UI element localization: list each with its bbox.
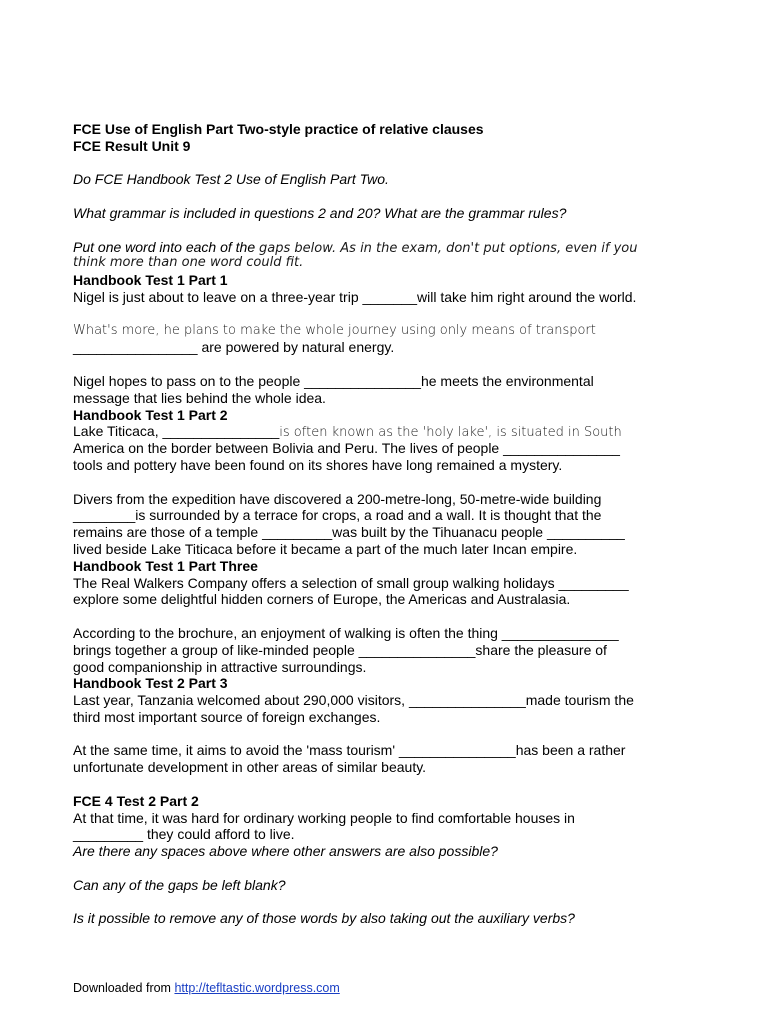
s2-paragraph-1-line-3: tools and pottery have been found on its shores have long remained a mystery. [73, 456, 563, 473]
s2-paragraph-2-line-2: ________is surrounded by a terrace for crops, a road and a wall. It is thought that the [73, 507, 602, 524]
instruction-line-4: think more than one word could fit. [73, 255, 304, 271]
s5-paragraph-1-line-2: _________ they could afford to live. [73, 826, 295, 843]
worksheet-subtitle: FCE Result Unit 9 [73, 137, 191, 154]
instruction-line-3 [73, 239, 703, 256]
section-title-handbook-test-1-part-2: Handbook Test 1 Part 2 [73, 406, 228, 423]
s4-paragraph-1-line-2: third most important source of foreign exchanges. [73, 708, 381, 725]
instruction-line-3-regular: Put one word into each of the [73, 238, 260, 255]
s1-paragraph-2-line-2: ________________ are powered by natural energy. [73, 339, 395, 356]
s3-paragraph-2-line-2: brings together a group of like-minded people _______________share the pleasure of [73, 641, 607, 658]
s2-paragraph-1-line-1-regular: Lake Titicaca, _______________ [73, 423, 280, 440]
s3-paragraph-2-line-1: According to the brochure, an enjoyment of walking is often the thing _______________ [73, 624, 619, 641]
footer-label: Downloaded from [73, 981, 175, 995]
section-title-fce-4-test-2-part-2: FCE 4 Test 2 Part 2 [73, 792, 199, 809]
s4-paragraph-2-line-2: unfortunate development in other areas of similar beauty. [73, 759, 427, 776]
s3-paragraph-2-line-3: good companionship in attractive surroundings. [73, 658, 367, 675]
worksheet-title: FCE Use of English Part Two-style practice of relative clauses [73, 121, 484, 137]
section-title-handbook-test-1-part-three: Handbook Test 1 Part Three [73, 557, 258, 574]
follow-up-question-1: Are there any spaces above where other answers are also possible? [73, 843, 498, 860]
instruction-line-1: Do FCE Handbook Test 2 Use of English Part Two. [73, 171, 389, 188]
instruction-line-3-light: gaps below. As in the exam, don't put options, even if you [259, 240, 638, 256]
section-title-handbook-test-1-part-1: Handbook Test 1 Part 1 [73, 272, 228, 289]
s2-paragraph-2-line-4: lived beside Lake Titicaca before it became a part of the much later Incan empire. [73, 540, 578, 557]
s2-paragraph-1-line-1-light: is often known as the 'holy lake', is situated in South [279, 425, 622, 441]
follow-up-question-2: Can any of the gaps be left blank? [73, 876, 286, 893]
page-footer [73, 981, 340, 995]
follow-up-question-3: Is it possible to remove any of those words by also taking out the auxiliary verbs? [73, 910, 575, 927]
worksheet-body [73, 121, 703, 927]
s2-paragraph-1-line-1 [73, 423, 703, 440]
s3-paragraph-1-line-1: The Real Walkers Company offers a selection of small group walking holidays _________ [73, 574, 629, 591]
s2-paragraph-2-line-1: Divers from the expedition have discovered a 200-metre-long, 50-metre-wide building [73, 490, 602, 507]
s5-paragraph-1-line-1: At that time, it was hard for ordinary working people to find comfortable houses in [73, 809, 575, 826]
s2-paragraph-2-line-3: remains are those of a temple _________was built by the Tihuanacu people __________ [73, 524, 625, 541]
instruction-line-2: What grammar is included in questions 2 and 20? What are the grammar rules? [73, 204, 567, 221]
s2-paragraph-1-line-2: America on the border between Bolivia and Peru. The lives of people _______________ [73, 440, 620, 457]
s3-paragraph-1-line-2: explore some delightful hidden corners of Europe, the Americas and Australasia. [73, 591, 571, 608]
s1-paragraph-1: Nigel is just about to leave on a three-year trip _______will take him right around the world. [73, 288, 637, 305]
section-title-handbook-test-2-part-3: Handbook Test 2 Part 3 [73, 675, 228, 692]
s4-paragraph-1-line-1: Last year, Tanzania welcomed about 290,000 visitors, _______________made tourism the [73, 692, 634, 709]
footer-link[interactable]: http://tefltastic.wordpress.com [174, 981, 340, 995]
s1-paragraph-2-line-1: What's more, he plans to make the whole journey using only means of transport [73, 322, 596, 338]
s4-paragraph-2-line-1: At the same time, it aims to avoid the 'mass tourism' _______________has been a rather [73, 742, 626, 759]
s1-paragraph-3-line-2: message that lies behind the whole idea. [73, 389, 326, 406]
s1-paragraph-3-line-1: Nigel hopes to pass on to the people _______________he meets the environmental [73, 372, 594, 389]
